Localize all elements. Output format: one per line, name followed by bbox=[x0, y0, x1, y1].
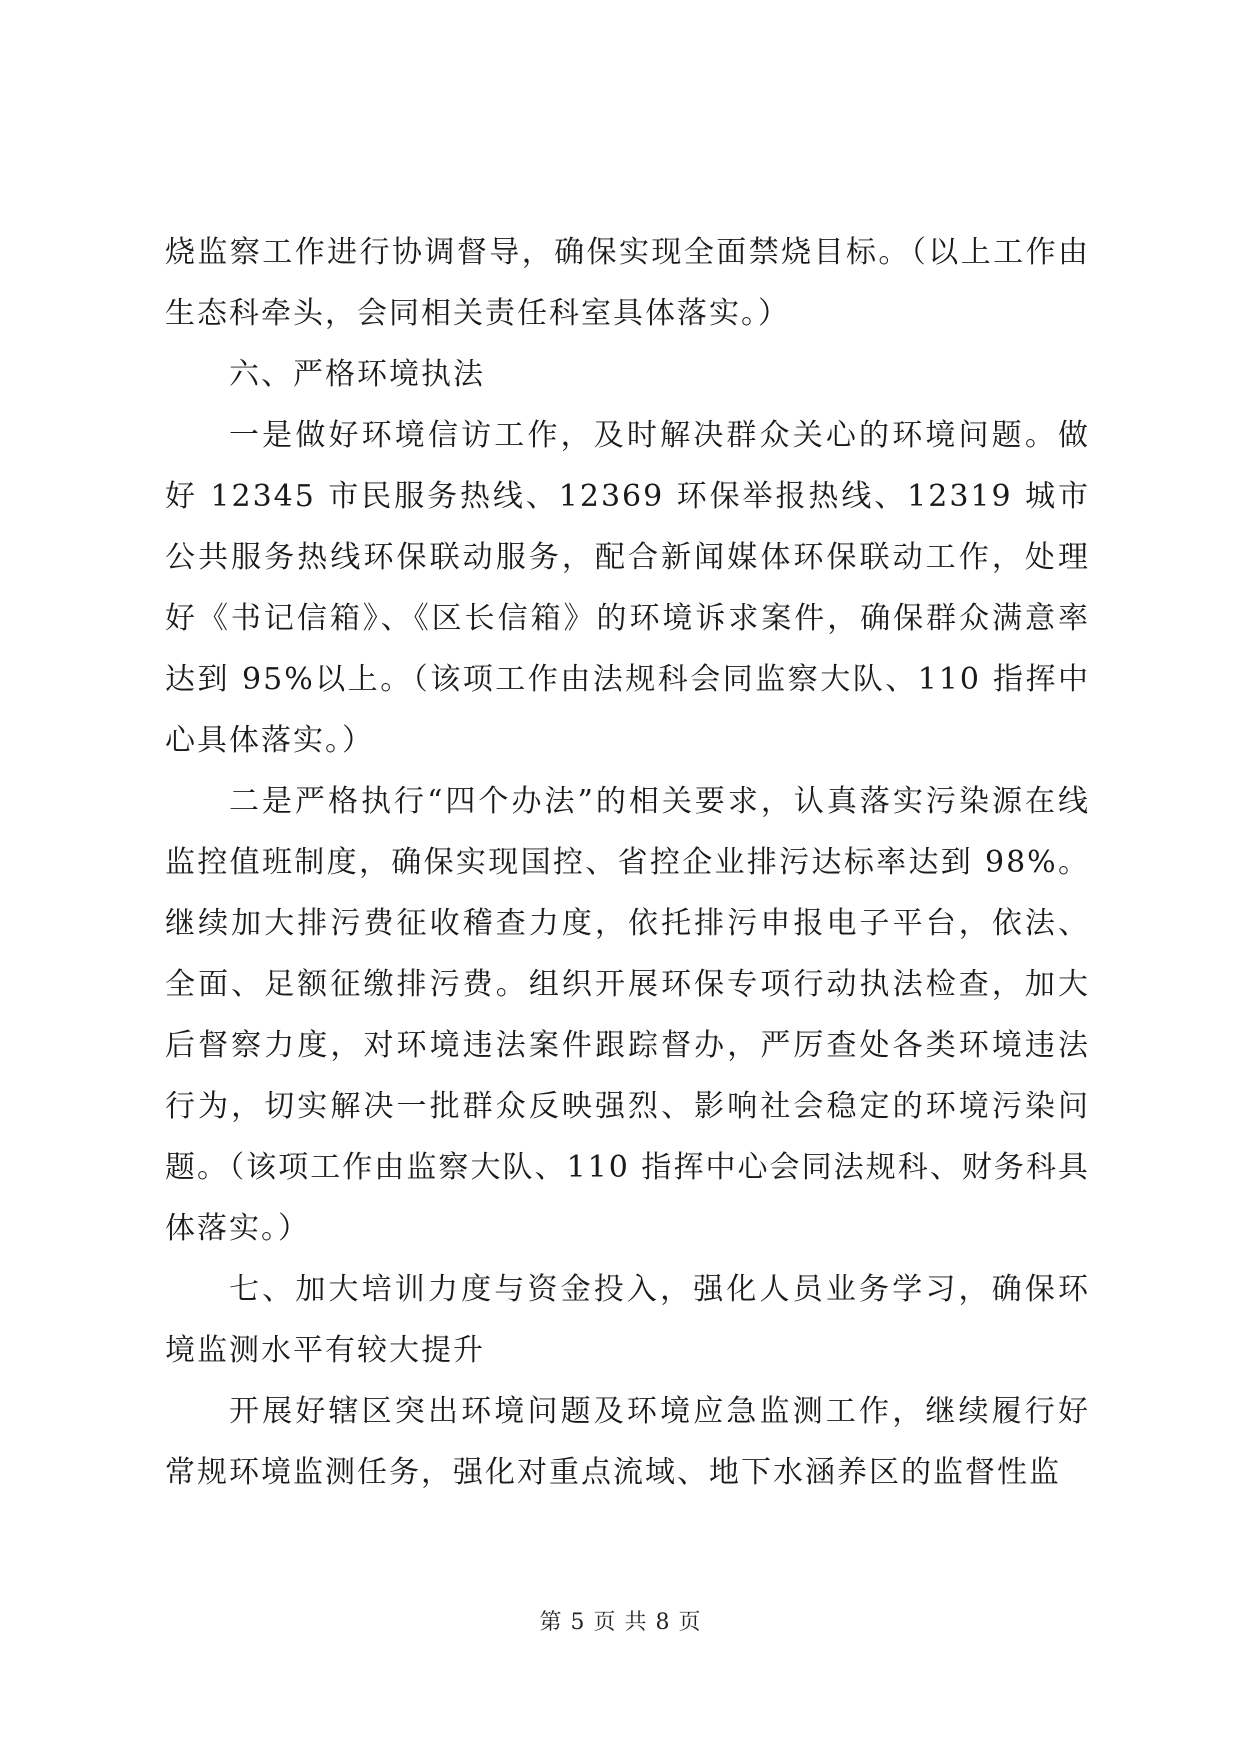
page-number-footer: 第 5 页 共 8 页 bbox=[539, 1610, 702, 1635]
section-heading-six: 六、严格环境执法 bbox=[229, 357, 485, 392]
paragraph-petition-work: 一是做好环境信访工作，及时解决群众关心的环境问题。做好 12345 市民服务热线、12369 环保举报热线、12319 城市公共服务热线环保联动服务，配合新闻媒体环保联动工作，处理好《书记信箱》、《区长信箱》的环境诉求案件，确保群众满意率达到 95%以上。（该项工作由法规科会同监察大队、110 指挥中心具体落实。） bbox=[165, 418, 1090, 758]
paragraph-monitoring: 开展好辖区突出环境问题及环境应急监测工作，继续履行好常规环境监测任务，强化对重点流域、地下水涵养区的监督性监 bbox=[165, 1394, 1090, 1490]
section-heading-seven: 七、加大培训力度与资金投入，强化人员业务学习，确保环境监测水平有较大提升 bbox=[165, 1272, 1090, 1368]
document-body bbox=[165, 222, 1090, 1503]
paragraph-enforcement: 二是严格执行“四个办法”的相关要求，认真落实污染源在线监控值班制度，确保实现国控、省控企业排污达标率达到 98%。继续加大排污费征收稽查力度，依托排污申报电子平台，依法、全面、足额征缴排污费。组织开展环保专项行动执法检查，加大后督察力度，对环境违法案件跟踪督办，严厉查处各类环境违法行为，切实解决一批群众反映强烈、影响社会稳定的环境污染问题。（该项工作由监察大队、110 指挥中心会同法规科、财务科具体落实。） bbox=[165, 784, 1090, 1246]
paragraph-continuation: 烧监察工作进行协调督导，确保实现全面禁烧目标。（以上工作由生态科牵头，会同相关责任科室具体落实。） bbox=[165, 235, 1090, 331]
